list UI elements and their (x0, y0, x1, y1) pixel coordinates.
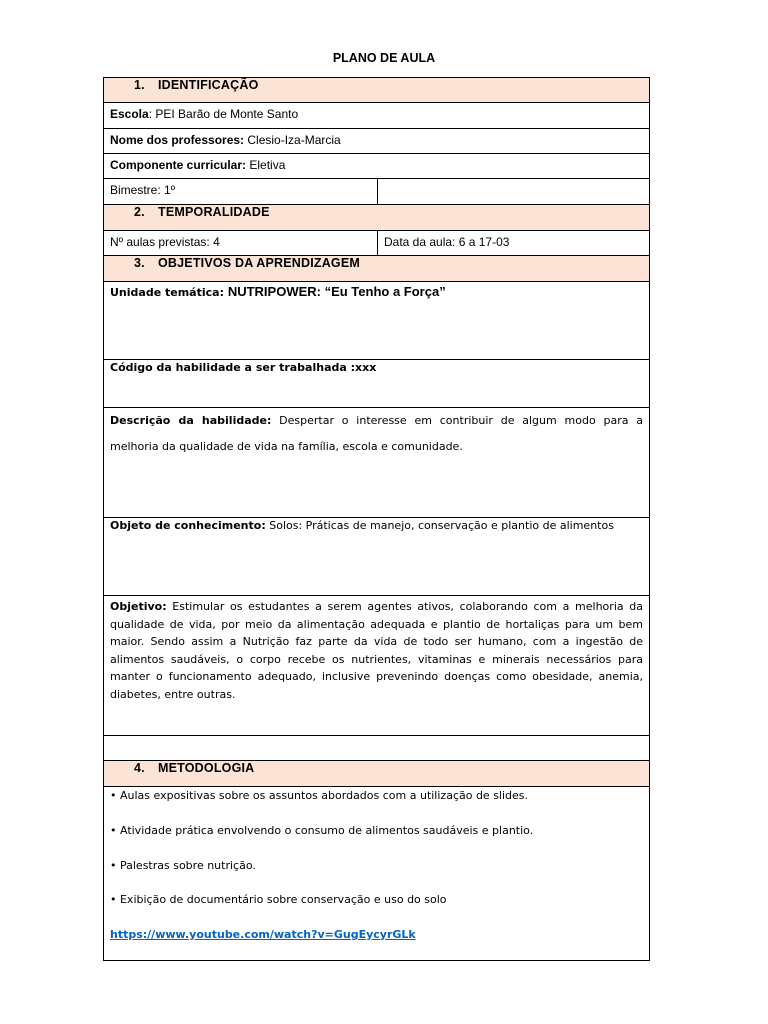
section-title: METODOLOGIA (158, 761, 255, 775)
escola-label: Escola (110, 107, 149, 121)
column-divider (377, 179, 378, 204)
unidade-tematica-row (104, 282, 649, 360)
escola-value: : PEI Barão de Monte Santo (148, 107, 299, 121)
data-aula: Data da aula: 6 a 17-03 (384, 235, 510, 249)
aulas-previstas: Nº aulas previstas: 4 (110, 235, 220, 249)
codigo-row (104, 360, 649, 408)
section-header-objetivos (104, 256, 649, 282)
bimestre-text: Bimestre: 1º (110, 183, 176, 197)
aulas-row (104, 231, 649, 256)
objeto-value: Solos: Práticas de manejo, conservação e plantio de alimentos (265, 519, 614, 532)
escola-row (104, 103, 649, 129)
metodologia-item: • Palestras sobre nutrição. (110, 859, 256, 872)
section-number: 2. (134, 205, 145, 219)
objeto-label: Objeto de conhecimento: (110, 519, 266, 532)
descricao-row (104, 408, 649, 518)
metodologia-item: • Exibição de documentário sobre conservação e uso do solo (110, 893, 447, 906)
objetivo-value: Estimular os estudantes a serem agentes ativos, colaborando com a melhoria da qualidade de vida, por meio da alimentação adequada e plantio de hortaliças para um bem maior. Sendo assim a Nutrição faz parte da vida de todo ser humano, com a ingestão de alimentos saudáveis, o corpo recebe os nutrientes, vitaminas e minerais necessários para manter o funcionamento adequado, inclusive prevenindo doenças como obesidade, anemia, diabetes, entre outras. (110, 600, 643, 701)
column-divider (377, 231, 378, 255)
professores-label: Nome dos professores: (110, 133, 245, 147)
section-number: 1. (134, 78, 145, 92)
objeto-row (104, 518, 649, 596)
section-number: 3. (134, 256, 145, 270)
document-title: PLANO DE AULA (332, 51, 436, 65)
section-header-temporalidade (104, 205, 649, 231)
lesson-plan-form (103, 77, 650, 961)
youtube-link[interactable]: https://www.youtube.com/watch?v=GugEycyrGLk (110, 928, 416, 941)
section-title: TEMPORALIDADE (158, 205, 270, 219)
section-title: OBJETIVOS DA APRENDIZAGEM (158, 256, 361, 270)
objetivo-label: Objetivo: (110, 600, 167, 613)
bimestre-row (104, 179, 649, 205)
professores-row (104, 129, 649, 154)
descricao-value: Despertar o interesse em contribuir de algum modo para a melhoria da qualidade de vida na família, escola e comunidade. (110, 414, 643, 453)
componente-value: Eletiva (246, 158, 286, 172)
codigo-habilidade: Código da habilidade a ser trabalhada :xxx (110, 361, 377, 374)
unidade-label: Unidade temática: (110, 286, 228, 299)
componente-row (104, 154, 649, 179)
metodologia-item: • Aulas expositivas sobre os assuntos abordados com a utilização de slides. (110, 789, 529, 802)
objetivo-row (104, 596, 649, 736)
componente-label: Componente curricular: (110, 158, 247, 172)
section-header-identificacao (104, 78, 649, 103)
section-number: 4. (134, 761, 145, 775)
unidade-value: NUTRIPOWER: “Eu Tenho a Força” (227, 284, 446, 299)
metodologia-item: • Atividade prática envolvendo o consumo de alimentos saudáveis e plantio. (110, 824, 534, 837)
section-title: IDENTIFICAÇÃO (158, 78, 259, 92)
professores-value: Clesio-Iza-Marcia (244, 133, 341, 147)
metodologia-body (104, 787, 649, 962)
descricao-label: Descrição da habilidade: (110, 414, 272, 427)
section-header-metodologia (104, 761, 649, 787)
empty-row (104, 736, 649, 761)
